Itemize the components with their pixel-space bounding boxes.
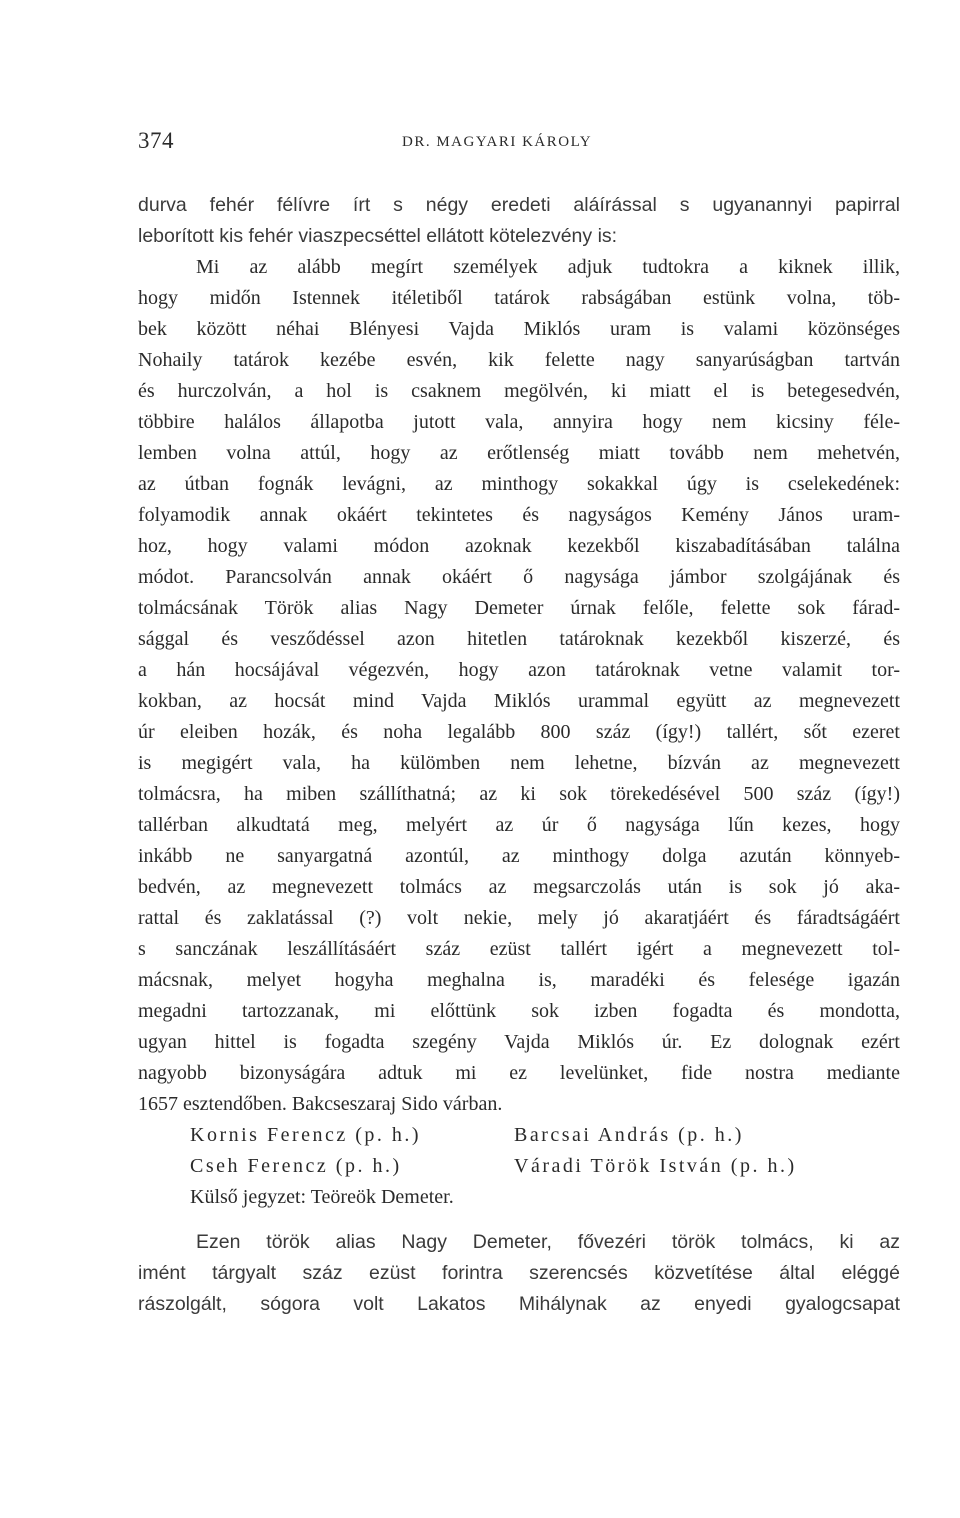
letter-line: a hán hocsájával végezvén, hogy azon tatároknak vetne valamit tor- (138, 659, 900, 681)
letter-line: lemben volna attúl, hogy az erőtlenség miatt tovább nem mehetvén, (138, 442, 900, 464)
letter-line: megadni tartozzanak, mi előttünk sok izben fogadta és mondotta, (138, 1000, 900, 1022)
letter-line: is megigért vala, ha külömben nem lehetne, bízván az megnevezett (138, 752, 900, 774)
signature-row (138, 1151, 900, 1182)
page-body (138, 190, 900, 1320)
letter-line: bedvén, az megnevezett tolmács az megsarczolás után is sok jó aka- (138, 876, 900, 898)
commentary-line: imént tárgyalt száz ezüst forintra szerencsés közvetítése által eléggé (138, 1262, 900, 1284)
letter-line: s sanczának leszállításáért száz ezüst tallért igért a megnevezett tol- (138, 938, 900, 960)
intro-line: durva fehér félívre írt s négy eredeti aláírással s ugyanannyi papirral (138, 194, 900, 216)
letter-line: rattal és zaklatással (?) volt nekie, mely jó akaratjáért és fáradtságáért (138, 907, 900, 929)
commentary-line: rászolgált, sógora volt Lakatos Mihálynak az enyedi gyalogcsapat (138, 1293, 900, 1315)
letter-line: és hurczolván, a hol is csaknem megölvén, ki miatt el is betegesedvén, (138, 380, 900, 402)
letter-line: úr eleiben hozák, és noha legalább 800 száz (így!) tallért, sőt ezeret (138, 721, 900, 743)
signature: Barcsai András (p. h.) (514, 1124, 744, 1146)
external-note: Külső jegyzet: Teöreök Demeter. (190, 1186, 454, 1208)
page-header (138, 128, 900, 162)
letter-line: hogy midőn Istennek itéletiből tatárok rabságában estünk volna, töb- (138, 287, 900, 309)
letter-line: tolmácsra, ha miben szállíthatná; az ki sok törekedésével 500 száz (így!) (138, 783, 900, 805)
letter-line: az útban fognák levágni, az minthogy sokakkal úgy is cselekedének: (138, 473, 900, 495)
page-number: 374 (138, 128, 174, 153)
letter-line: kokban, az hocsát mind Vajda Miklós urammal együtt az megnevezett (138, 690, 900, 712)
letter-line: Mi az alább megírt személyek adjuk tudtokra a kiknek illik, (196, 256, 900, 278)
letter-line: módot. Parancsolván annak okáért ő nagysága jámbor szolgájának és (138, 566, 900, 588)
signature-row (138, 1120, 900, 1151)
intro-line: leborított kis fehér viaszpecséttel ellátott kötelezvény is: (138, 225, 618, 247)
letter-line: Nohaily tatárok kezébe esvén, kik felette nagy sanyarúságban tartván (138, 349, 900, 371)
letter-line: mácsnak, melyet hogyha meghalna is, maradéki és felesége igazán (138, 969, 900, 991)
letter-line: tallérban alkudtatá meg, melyért az úr ő nagysága lűn kezes, hogy (138, 814, 900, 836)
letter-line: nagyobb bizonyságára adtuk mi ez levelünket, fide nostra mediante (138, 1062, 900, 1084)
signature: Váradi Török István (p. h.) (514, 1155, 797, 1177)
spacer (138, 1213, 900, 1227)
letter-line: ugyan hittel is fogadta szegény Vajda Miklós úr. Ez dolognak ezért (138, 1031, 900, 1053)
letter-line: 1657 esztendőben. Bakcseszaraj Sido várban. (138, 1093, 503, 1115)
signature: Cseh Ferencz (p. h.) (190, 1155, 402, 1177)
letter-line: folyamodik annak okáért tekintetes és nagyságos Kemény János uram- (138, 504, 900, 526)
letter-line: inkább ne sanyargatná azontúl, az minthogy dolga azután könnyeb- (138, 845, 900, 867)
letter-line: tolmácsának Török alias Nagy Demeter úrnak felőle, felette sok fárad- (138, 597, 900, 619)
commentary-line: Ezen török alias Nagy Demeter, fővezéri török tolmács, ki az (196, 1231, 900, 1253)
running-head: DR. MAGYARI KÁROLY (402, 134, 593, 150)
letter-line: többire halálos állapotba jutott vala, annyira hogy nem kicsiny féle- (138, 411, 900, 433)
letter-line: sággal és vesződéssel azon hitetlen tatároknak kezekből kiszerzé, és (138, 628, 900, 650)
letter-line: hoz, hogy valami módon azoknak kezekből kiszabadításában találna (138, 535, 900, 557)
signature: Kornis Ferencz (p. h.) (190, 1124, 422, 1146)
letter-line: bek között néhai Blényesi Vajda Miklós uram is valami közönséges (138, 318, 900, 340)
